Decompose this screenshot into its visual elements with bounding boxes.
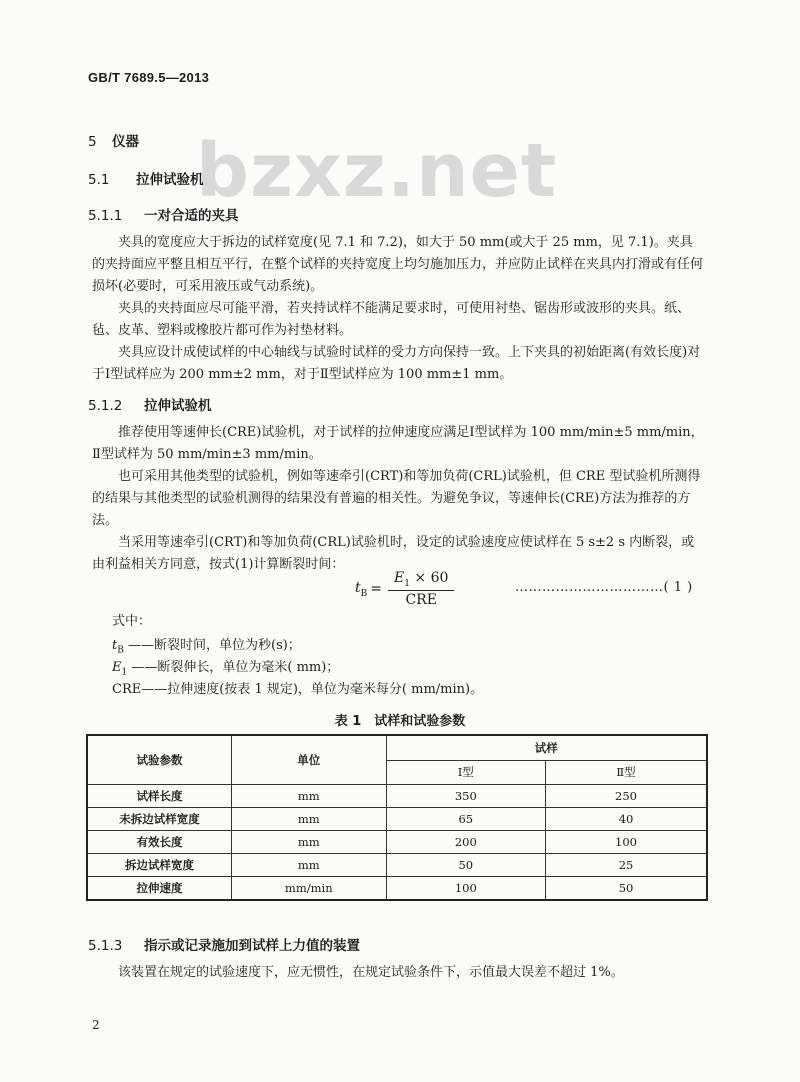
page-number: 2 xyxy=(92,1018,100,1032)
paragraph-clamp-surface: 夹具的夹持面应尽可能平滑，若夹持试样不能满足要求时，可使用衬垫、锯齿形或波形的夹具。纸、毡、皮革、塑料或橡胶片都可作为衬垫材料。 xyxy=(92,301,691,338)
cell-type2: 50 xyxy=(546,877,707,901)
cell-type2: 100 xyxy=(546,831,707,854)
cell-type1: 200 xyxy=(386,831,545,854)
where-item: CRE——拉伸速度(按表 1 规定)，单位为毫米每分( mm/min)。 xyxy=(112,682,484,697)
table-row xyxy=(87,785,707,808)
section-number: 5.1.1 xyxy=(88,208,123,224)
cell-type1: 100 xyxy=(386,877,545,901)
watermark: bzxz.net xyxy=(196,128,558,214)
equation-number: ……………………………( 1 ) xyxy=(515,580,693,595)
section-title: 拉伸试验机 xyxy=(136,172,204,188)
cell-type1: 350 xyxy=(386,785,545,808)
section-title: 仪器 xyxy=(112,134,139,150)
cell-type1: 50 xyxy=(386,854,545,877)
cell-type1: 65 xyxy=(386,808,545,831)
table-row xyxy=(87,808,707,831)
formula-numerator: $E_1 \times 60$ xyxy=(388,570,454,591)
table-row xyxy=(87,877,707,901)
where-intro: 式中： xyxy=(112,614,152,629)
cell-param: 未拆边试样宽度 xyxy=(87,808,231,831)
cell-unit: mm xyxy=(231,808,386,831)
break-time-formula xyxy=(355,570,454,608)
table-row xyxy=(87,831,707,854)
section-5-1-3-heading xyxy=(88,934,360,954)
paragraph-force-indicator: 该装置在规定的试验速度下，应无惯性，在规定试验条件下，示值最大误差不超过 1%。 xyxy=(118,965,624,980)
cell-type2: 250 xyxy=(546,785,707,808)
section-number: 5.1.2 xyxy=(88,398,123,414)
cell-type2: 25 xyxy=(546,854,707,877)
formula-equals: = xyxy=(370,580,382,597)
paragraph-other-machines: 也可采用其他类型的试验机，例如等速牵引(CRT)和等加负荷(CRL)试验机，但 CRE 型试验机所测得的结果与其他类型的试验机测得的结果没有普遍的相关性。为避免争议，等速伸长(CRE)方法为推荐的方法。 xyxy=(92,469,701,528)
section-title: 一对合适的夹具 xyxy=(144,208,239,224)
section-number: 5 xyxy=(88,134,97,150)
paragraph-break-time: 当采用等速牵引(CRT)和等加负荷(CRL)试验机时，设定的试验速度应使试样在 5 s±2 s 内断裂，或由利益相关方同意，按式(1)计算断裂时间： xyxy=(92,535,695,572)
cell-param: 有效长度 xyxy=(87,831,231,854)
column-header-type1: Ⅰ型 xyxy=(386,760,545,784)
cell-unit: mm xyxy=(231,831,386,854)
where-item: $t_B$ ——断裂时间，单位为秒(s)； xyxy=(112,638,301,656)
section-5-heading xyxy=(88,130,139,150)
table-header-row xyxy=(87,735,707,760)
column-header-unit: 单位 xyxy=(231,735,386,785)
cell-param: 试样长度 xyxy=(87,785,231,808)
section-5-1-heading xyxy=(88,168,204,188)
specimen-parameters-table xyxy=(86,734,708,901)
column-header-param: 试验参数 xyxy=(87,735,231,785)
paragraph-clamp-alignment: 夹具应设计成使试样的中心轴线与试验时试样的受力方向保持一致。上下夹具的初始距离(有效长度)对于Ⅰ型试样应为 200 mm±2 mm，对于Ⅱ型试样应为 100 mm±1 mm。 xyxy=(92,345,701,382)
section-title: 拉伸试验机 xyxy=(144,398,212,414)
cell-param: 拆边试样宽度 xyxy=(87,854,231,877)
formula-denominator: CRE xyxy=(405,591,437,608)
paragraph-cre-machine: 推荐使用等速伸长(CRE)试验机，对于试样的拉伸速度应满足Ⅰ型试样为 100 mm/min±5 mm/min，Ⅱ型试样为 50 mm/min±3 mm/min。 xyxy=(92,425,704,462)
table-row xyxy=(87,854,707,877)
formula-fraction xyxy=(388,570,454,608)
cell-unit: mm xyxy=(231,854,386,877)
section-5-1-1-heading xyxy=(88,204,239,224)
column-header-specimen: 试样 xyxy=(386,735,707,760)
cell-param: 拉伸速度 xyxy=(87,877,231,901)
section-number: 5.1.3 xyxy=(88,938,123,954)
standard-code: GB/T 7689.5—2013 xyxy=(88,70,210,85)
cell-type2: 40 xyxy=(546,808,707,831)
section-number: 5.1 xyxy=(88,172,110,188)
formula-lhs: $t_B$ xyxy=(355,579,368,599)
paragraph-clamp-width: 夹具的宽度应大于拆边的试样宽度(见 7.1 和 7.2)，如大于 50 mm(或大于 25 mm，见 7.1)。夹具的夹持面应平整且相互平行，在整个试样的夹持宽度上均匀施加压力，并应防止试样在夹具内打滑或有任何损坏(必要时，可采用液压或气动系统)。 xyxy=(92,235,704,294)
section-5-1-2-heading xyxy=(88,394,212,414)
where-item: $E_1$ ——断裂伸长，单位为毫米( mm)； xyxy=(112,660,340,678)
cell-unit: mm/min xyxy=(231,877,386,901)
section-title: 指示或记录施加到试样上力值的装置 xyxy=(144,938,360,954)
column-header-type2: Ⅱ型 xyxy=(546,760,707,784)
table-caption: 表 1 试样和试验参数 xyxy=(334,714,466,729)
cell-unit: mm xyxy=(231,785,386,808)
